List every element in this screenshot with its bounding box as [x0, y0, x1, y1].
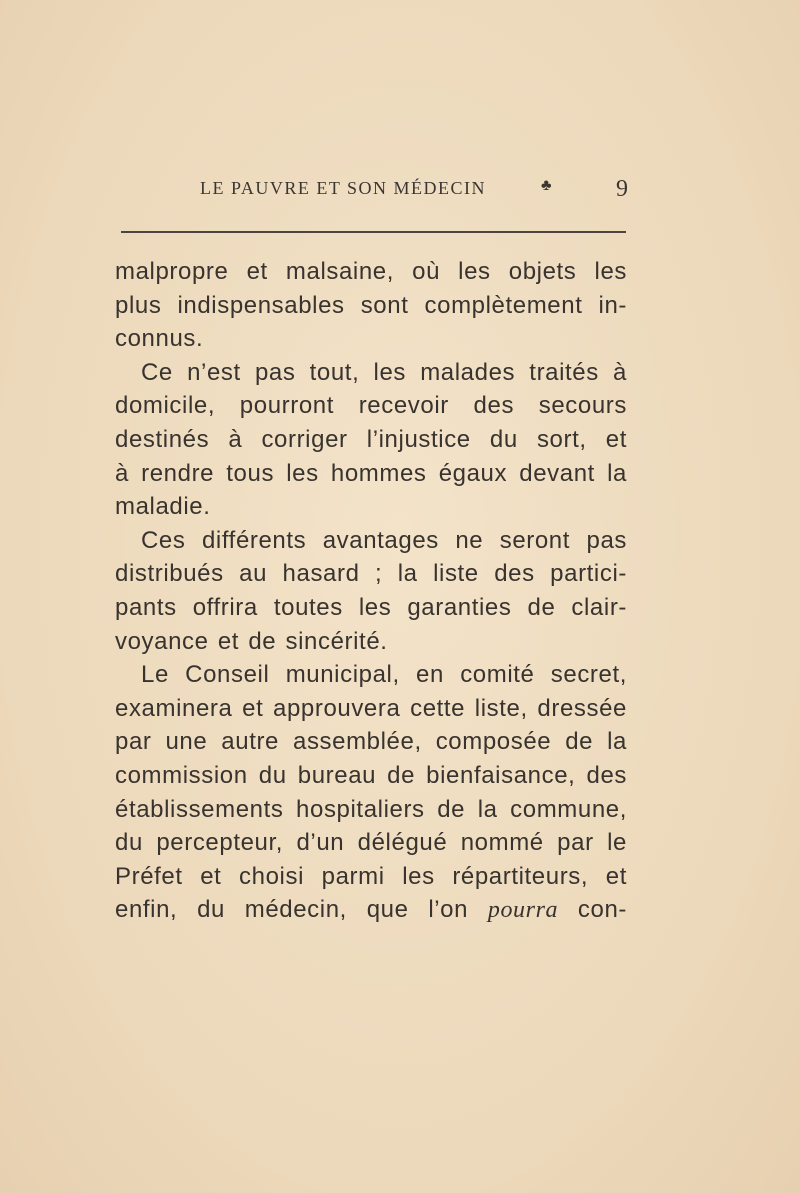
text-line: malpropre et malsaine, où les objets les [115, 258, 627, 285]
text-line: commission du bureau de bienfaisance, des [115, 761, 627, 789]
text-line: du percepteur, d’un délégué nommé par le [115, 829, 627, 857]
text-line: maladie. [115, 493, 211, 521]
text-segment: con- [558, 896, 627, 924]
text-line: domicile, pourront recevoir des secours [115, 392, 627, 420]
text-line: Le Conseil municipal, en comité secret, [141, 661, 627, 689]
text-line: examinera et approuvera cette liste, dressée [115, 694, 627, 722]
body-text [115, 255, 627, 927]
text-line: Préfet et choisi parmi les répartiteurs, et [115, 862, 627, 890]
fleuron-ornament-icon: ♣ [541, 177, 553, 194]
text-line: établissements hospitaliers de la commune, [115, 795, 627, 823]
text-line: connus. [115, 325, 204, 353]
text-line: par une autre assemblée, composée de la [115, 728, 627, 756]
text-line-last [115, 893, 627, 927]
text-line: à rendre tous les hommes égaux devant la [115, 459, 627, 487]
text-line: pants offrira toutes les garanties de clair- [115, 593, 627, 621]
running-head [200, 176, 640, 204]
italic-word: pourra [487, 897, 559, 924]
text-segment: enfin, du médecin, que l’on [115, 896, 488, 924]
text-line: distribués au hasard ; la liste des partici- [115, 560, 627, 588]
text-line: Ce n’est pas tout, les malades traités à [141, 358, 627, 386]
text-line: voyance et de sincérité. [115, 627, 388, 655]
text-line: destinés à corriger l’injustice du sort, et [115, 425, 627, 453]
text-line: Ces différents avantages ne seront pas [141, 526, 627, 554]
page-number: 9 [616, 176, 628, 202]
text-line: plus indispensables sont complètement in- [115, 291, 627, 319]
header-rule [121, 231, 626, 233]
running-title: LE PAUVRE ET SON MÉDECIN [200, 178, 487, 198]
